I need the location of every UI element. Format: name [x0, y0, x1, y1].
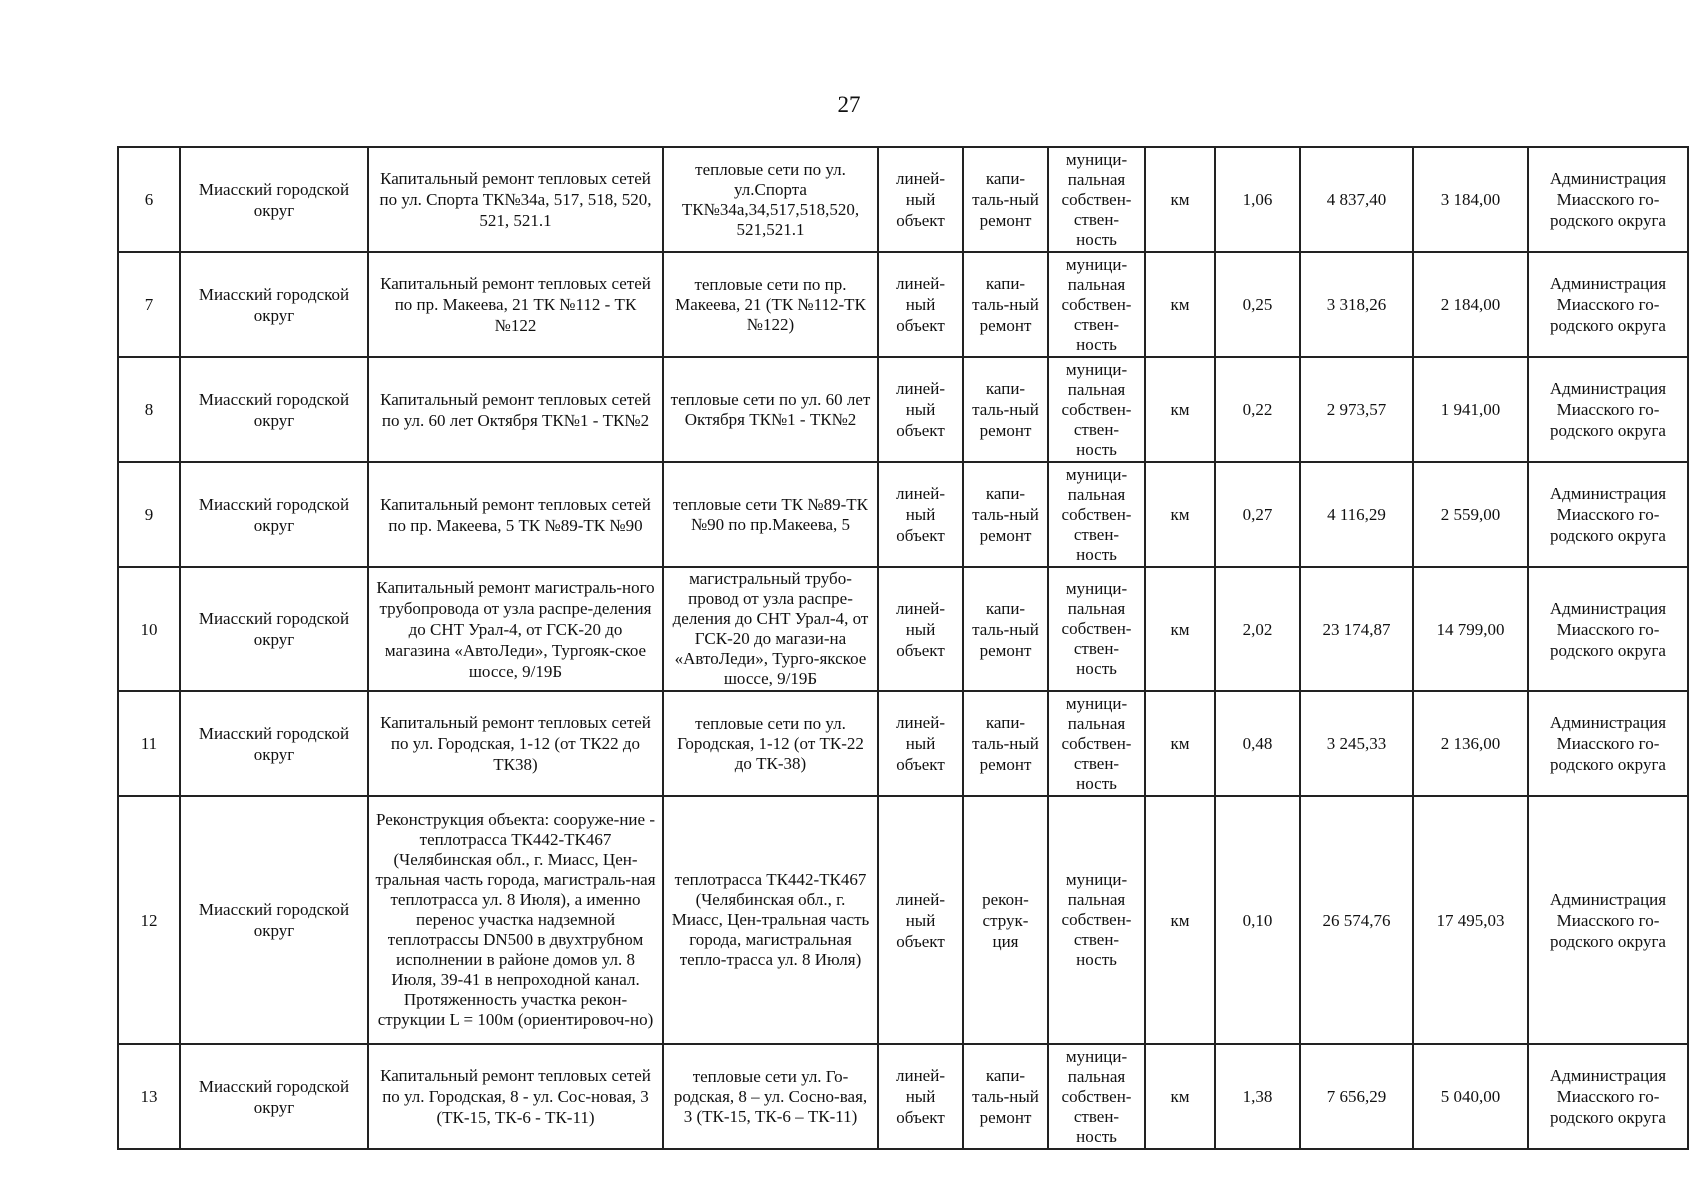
page-number: 27	[837, 92, 861, 117]
length-cell: 0,10	[1215, 796, 1300, 1044]
customer-cell: Администрация Миасского го-родского округа	[1528, 567, 1688, 691]
object-cell: теплотрасса ТК442-ТК467 (Челябинская обл., г. Миасс, Цен-тральная часть города, магистральная тепло-трасса ул. 8 Июля)	[663, 796, 878, 1044]
object-cell: тепловые сети ТК №89-ТК №90 по пр.Макеева, 5	[663, 462, 878, 567]
length-cell: 0,27	[1215, 462, 1300, 567]
total-cost-cell: 7 656,29	[1300, 1044, 1413, 1149]
row-number: 10	[118, 567, 180, 691]
table-row	[118, 796, 1688, 1044]
customer-cell: Администрация Миасского го-родского округа	[1528, 691, 1688, 796]
table-row	[118, 357, 1688, 462]
table-row	[118, 691, 1688, 796]
unit-cell: км	[1145, 252, 1215, 357]
table-row	[118, 1044, 1688, 1149]
ownership-cell: муници-пальная собствен-ствен-ность	[1048, 252, 1145, 357]
object-type-cell: линей-ный объект	[878, 357, 963, 462]
project-name-cell: Капитальный ремонт магистраль-ного трубопровода от узла распре-деления до СНТ Урал-4, от ГСК-20 до магазина «АвтоЛеди», Тургояк-ское шоссе, 9/19Б	[368, 567, 663, 691]
object-cell: тепловые сети ул. Го-родская, 8 – ул. Сосно-вая, 3 (ТК-15, ТК-6 – ТК-11)	[663, 1044, 878, 1149]
territory-cell: Миасский городской округ	[180, 357, 368, 462]
total-cost-cell: 4 116,29	[1300, 462, 1413, 567]
ownership-cell: муници-пальная собствен-ствен-ность	[1048, 691, 1145, 796]
row-number: 12	[118, 796, 180, 1044]
unit-cell: км	[1145, 796, 1215, 1044]
ownership-cell: муници-пальная собствен-ствен-ность	[1048, 357, 1145, 462]
row-number: 11	[118, 691, 180, 796]
total-cost-cell: 2 973,57	[1300, 357, 1413, 462]
project-name-cell: Капитальный ремонт тепловых сетей по ул. 60 лет Октября ТК№1 - ТК№2	[368, 357, 663, 462]
territory-cell: Миасский городской округ	[180, 567, 368, 691]
amount-cell: 1 941,00	[1413, 357, 1528, 462]
amount-cell: 17 495,03	[1413, 796, 1528, 1044]
ownership-cell: муници-пальная собствен-ствен-ность	[1048, 1044, 1145, 1149]
work-type-cell: капи-таль-ный ремонт	[963, 567, 1048, 691]
total-cost-cell: 4 837,40	[1300, 147, 1413, 252]
row-number: 6	[118, 147, 180, 252]
territory-cell: Миасский городской округ	[180, 796, 368, 1044]
territory-cell: Миасский городской округ	[180, 252, 368, 357]
ownership-cell: муници-пальная собствен-ствен-ность	[1048, 462, 1145, 567]
work-type-cell: капи-таль-ный ремонт	[963, 462, 1048, 567]
amount-cell: 5 040,00	[1413, 1044, 1528, 1149]
amount-cell: 14 799,00	[1413, 567, 1528, 691]
amount-cell: 3 184,00	[1413, 147, 1528, 252]
ownership-cell: муници-пальная собствен-ствен-ность	[1048, 796, 1145, 1044]
table-row	[118, 567, 1688, 691]
length-cell: 0,25	[1215, 252, 1300, 357]
object-cell: тепловые сети по пр. Макеева, 21 (ТК №112-ТК №122)	[663, 252, 878, 357]
table-row	[118, 252, 1688, 357]
table-row	[118, 147, 1688, 252]
customer-cell: Администрация Миасского го-родского округа	[1528, 462, 1688, 567]
total-cost-cell: 23 174,87	[1300, 567, 1413, 691]
length-cell: 0,48	[1215, 691, 1300, 796]
unit-cell: км	[1145, 1044, 1215, 1149]
territory-cell: Миасский городской округ	[180, 691, 368, 796]
territory-cell: Миасский городской округ	[180, 1044, 368, 1149]
row-number: 13	[118, 1044, 180, 1149]
total-cost-cell: 26 574,76	[1300, 796, 1413, 1044]
project-name-cell: Капитальный ремонт тепловых сетей по пр. Макеева, 21 ТК №112 - ТК №122	[368, 252, 663, 357]
project-name-cell: Капитальный ремонт тепловых сетей по ул. Городская, 8 - ул. Сос-новая, 3 (ТК-15, ТК-6 - ТК-11)	[368, 1044, 663, 1149]
unit-cell: км	[1145, 567, 1215, 691]
unit-cell: км	[1145, 691, 1215, 796]
total-cost-cell: 3 245,33	[1300, 691, 1413, 796]
customer-cell: Администрация Миасского го-родского округа	[1528, 1044, 1688, 1149]
object-type-cell: линей-ный объект	[878, 796, 963, 1044]
customer-cell: Администрация Миасского го-родского округа	[1528, 796, 1688, 1044]
length-cell: 2,02	[1215, 567, 1300, 691]
territory-cell: Миасский городской округ	[180, 147, 368, 252]
object-cell: тепловые сети по ул. ул.Спорта ТК№34а,34,517,518,520, 521,521.1	[663, 147, 878, 252]
unit-cell: км	[1145, 462, 1215, 567]
total-cost-cell: 3 318,26	[1300, 252, 1413, 357]
work-type-cell: капи-таль-ный ремонт	[963, 147, 1048, 252]
territory-cell: Миасский городской округ	[180, 462, 368, 567]
amount-cell: 2 136,00	[1413, 691, 1528, 796]
project-name-cell: Капитальный ремонт тепловых сетей по ул. Городская, 1-12 (от ТК22 до ТК38)	[368, 691, 663, 796]
customer-cell: Администрация Миасского го-родского округа	[1528, 357, 1688, 462]
amount-cell: 2 184,00	[1413, 252, 1528, 357]
ownership-cell: муници-пальная собствен-ствен-ность	[1048, 147, 1145, 252]
row-number: 8	[118, 357, 180, 462]
object-type-cell: линей-ный объект	[878, 1044, 963, 1149]
work-type-cell: капи-таль-ный ремонт	[963, 252, 1048, 357]
object-type-cell: линей-ный объект	[878, 691, 963, 796]
work-type-cell: капи-таль-ный ремонт	[963, 1044, 1048, 1149]
ownership-cell: муници-пальная собствен-ствен-ность	[1048, 567, 1145, 691]
projects-table	[117, 146, 1689, 1150]
object-cell: тепловые сети по ул. 60 лет Октября ТК№1 - ТК№2	[663, 357, 878, 462]
row-number: 7	[118, 252, 180, 357]
object-type-cell: линей-ный объект	[878, 567, 963, 691]
object-type-cell: линей-ный объект	[878, 252, 963, 357]
object-cell: тепловые сети по ул. Городская, 1-12 (от ТК-22 до ТК-38)	[663, 691, 878, 796]
amount-cell: 2 559,00	[1413, 462, 1528, 567]
length-cell: 1,06	[1215, 147, 1300, 252]
table-row	[118, 462, 1688, 567]
work-type-cell: капи-таль-ный ремонт	[963, 691, 1048, 796]
length-cell: 0,22	[1215, 357, 1300, 462]
object-type-cell: линей-ный объект	[878, 147, 963, 252]
project-name-cell: Реконструкция объекта: сооруже-ние - теплотрасса ТК442-ТК467 (Челябинская обл., г. Миасс, Цен-тральная часть города, магистраль-ная теплотрасса ул. 8 Июля), а именно перенос участка надземной теплотрассы DN500 в двухтрубном исполнении в районе домов ул. 8 Июля, 39-41 в непроходной канал. Протяженность участка рекон-струкции L = 100м (ориентировоч-но)	[368, 796, 663, 1044]
work-type-cell: рекон-струк-ция	[963, 796, 1048, 1044]
customer-cell: Администрация Миасского го-родского округа	[1528, 147, 1688, 252]
project-name-cell: Капитальный ремонт тепловых сетей по ул. Спорта ТК№34а, 517, 518, 520, 521, 521.1	[368, 147, 663, 252]
customer-cell: Администрация Миасского го-родского округа	[1528, 252, 1688, 357]
length-cell: 1,38	[1215, 1044, 1300, 1149]
row-number: 9	[118, 462, 180, 567]
unit-cell: км	[1145, 357, 1215, 462]
work-type-cell: капи-таль-ный ремонт	[963, 357, 1048, 462]
project-name-cell: Капитальный ремонт тепловых сетей по пр. Макеева, 5 ТК №89-ТК №90	[368, 462, 663, 567]
object-type-cell: линей-ный объект	[878, 462, 963, 567]
object-cell: магистральный трубо-провод от узла распре-деления до СНТ Урал-4, от ГСК-20 до магази-на «АвтоЛеди», Турго-якское шоссе, 9/19Б	[663, 567, 878, 691]
unit-cell: км	[1145, 147, 1215, 252]
